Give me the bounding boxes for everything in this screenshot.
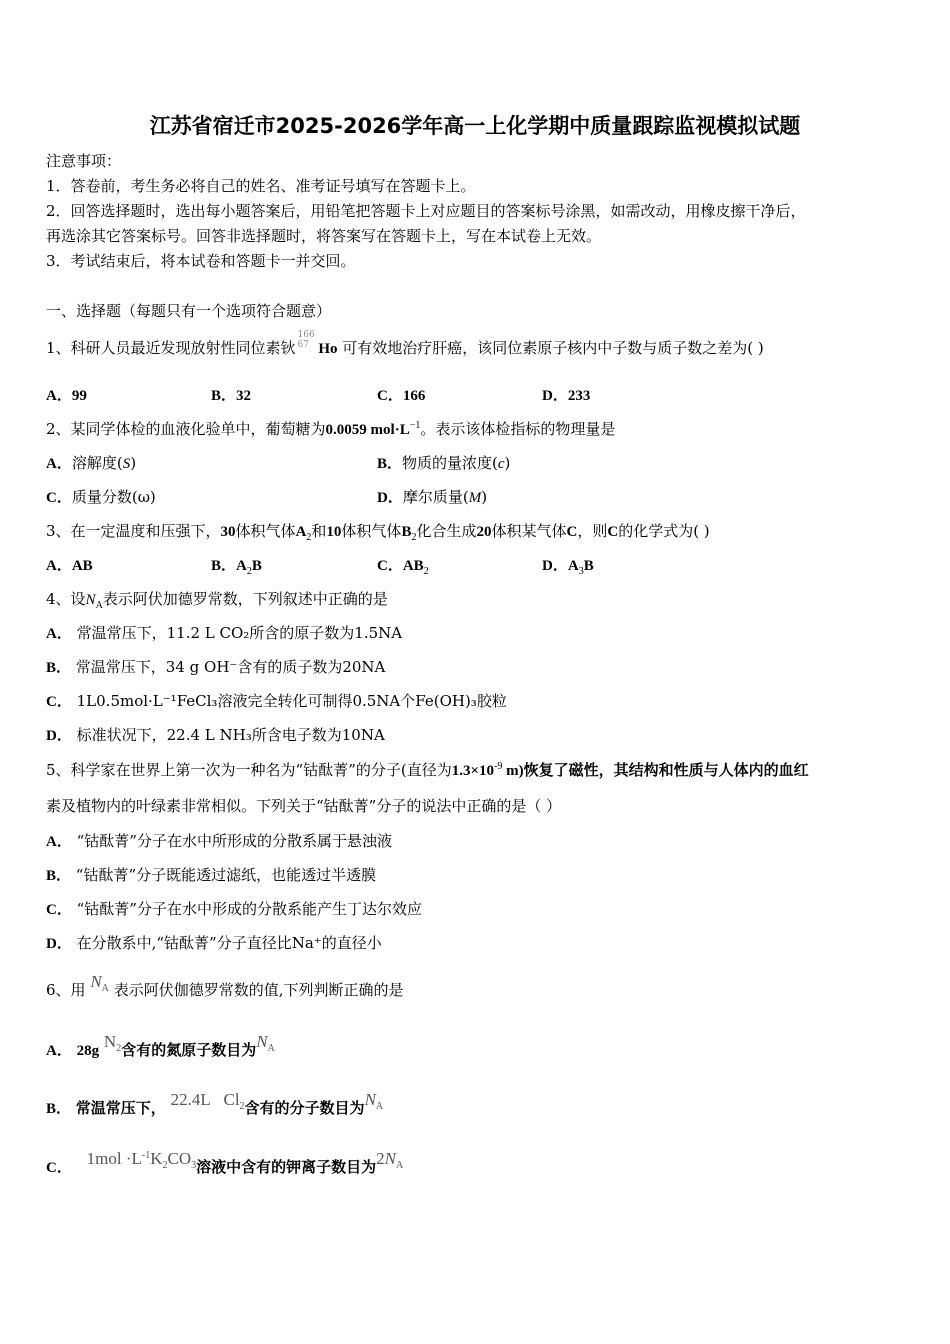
q4-option-d[interactable]: D． 标准状况下，22.4 L NH₃所含电子数为10NA bbox=[46, 726, 385, 744]
notice-item-2: 2．回答选择题时，选出每小题答案后，用铅笔把答题卡上对应题目的答案标号涂黑，如需改动，用橡皮擦干净后， bbox=[46, 202, 806, 220]
question-5: 5、科学家在世界上第一次为一种名为“钴酞菁”的分子(直径为$1.3\times 10^{-9}$ m)恢复了磁性，其结构和性质与人体内的血红 bbox=[46, 761, 809, 779]
q2-option-d[interactable]: D．摩尔质量(M) bbox=[377, 488, 488, 506]
question-2: 2、某同学体检的血液化验单中，葡萄糖为0.0059 $mol\cdot L^{-1}$。表示该体检指标的物理量是 bbox=[46, 420, 616, 438]
q1-option-d[interactable]: D．233 bbox=[542, 388, 591, 404]
q5-option-a[interactable]: A． “钴酞菁”分子在水中所形成的分散系属于悬浊液 bbox=[46, 832, 392, 850]
q1-suffix: 可有效地治疗肝癌，该同位素原子核内中子数与质子数之差为( ) bbox=[342, 339, 764, 357]
question-3: 3、在一定温度和压强下，30体积气体$A_2$和10体积气体$B_2$化合生成20体积某气体C，则C的化学式为( ) bbox=[46, 522, 710, 543]
q5-option-c[interactable]: C． “钴酞菁”分子在水中形成的分散系能产生丁达尔效应 bbox=[46, 900, 422, 918]
q1-option-a[interactable]: A．99 bbox=[46, 388, 87, 404]
na-symbol: $N_A$ bbox=[364, 1090, 384, 1112]
q4-option-b[interactable]: B． 常温常压下，34 g OH⁻含有的质子数为20NA bbox=[46, 658, 386, 676]
q3-option-d[interactable]: D．$A_3B$ bbox=[542, 558, 594, 577]
q6-option-b[interactable]: B． 常温常压下， 22.4L $Cl_2$含有的分子数目为$N_A$ bbox=[46, 1090, 384, 1117]
section-heading: 一、选择题（每题只有一个选项符合题意） bbox=[46, 302, 332, 320]
question-5-cont: 素及植物内的叶绿素非常相似。下列关于“钴酞菁”分子的说法中正确的是（ ） bbox=[46, 797, 562, 815]
q5-option-d[interactable]: D． 在分散系中,“钴酞菁”分子直径比Na⁺的直径小 bbox=[46, 934, 382, 952]
two-na-symbol: $2N_A$ bbox=[376, 1149, 404, 1171]
q1-option-b[interactable]: B．32 bbox=[211, 388, 252, 404]
atomic-number: 67 bbox=[297, 340, 309, 350]
question-6: 6、用 $N_A$ 表示阿伏伽德罗常数的值,下列判断正确的是 bbox=[46, 972, 404, 999]
formula-cl2: 22.4L $Cl_2$ bbox=[170, 1090, 245, 1112]
isotope-notation bbox=[296, 330, 315, 359]
mass-number: 166 bbox=[297, 330, 315, 340]
q3-option-b[interactable]: B．$A_2B$ bbox=[211, 558, 262, 577]
na-symbol: $N_A$ bbox=[90, 972, 109, 994]
q6-option-a[interactable]: A． 28g $N_2$含有的氮原子数目为$N_A$ bbox=[46, 1032, 275, 1059]
notice-item-1: 1．答卷前，考生务必将自己的姓名、准考证号填写在答题卡上。 bbox=[46, 177, 476, 195]
notice-item-2-cont: 再选涂其它答案标号。回答非选择题时，将答案写在答题卡上，写在本试卷上无效。 bbox=[46, 227, 602, 245]
q3-option-a[interactable]: A．AB bbox=[46, 558, 93, 574]
q4-option-a[interactable]: A． 常温常压下，11.2 L CO₂所含的原子数为1.5NA bbox=[46, 624, 403, 642]
formula-k2co3: $1mol \cdot L^{-1}K_2CO_3$ bbox=[86, 1149, 197, 1171]
notice-heading: 注意事项： bbox=[46, 152, 122, 170]
q1-prefix: 1、科研人员最近发现放射性同位素钬 bbox=[46, 339, 296, 357]
page-title: 江苏省宿迁市2025-2026学年高一上化学期中质量跟踪监视模拟试题 bbox=[149, 114, 801, 138]
q4-option-c[interactable]: C． 1L0.5mol·L⁻¹FeCl₃溶液完全转化可制得0.5NA个Fe(OH)₃胶粒 bbox=[46, 692, 507, 710]
question-1 bbox=[46, 330, 764, 359]
q2-option-a[interactable]: A．溶解度(S) bbox=[46, 454, 137, 472]
question-4: 4、设$N_A$表示阿伏加德罗常数，下列叙述中正确的是 bbox=[46, 590, 388, 611]
q6-option-c[interactable]: C． $1mol \cdot L^{-1}K_2CO_3$溶液中含有的钾离子数目为$2N_A$ bbox=[46, 1149, 404, 1176]
q1-option-c[interactable]: C．166 bbox=[377, 388, 426, 404]
element-symbol: Ho bbox=[318, 341, 338, 357]
formula-n2: $N_2$ bbox=[103, 1032, 122, 1054]
q3-option-c[interactable]: C．$AB_2$ bbox=[377, 558, 429, 577]
q5-option-b[interactable]: B． “钴酞菁”分子既能透过滤纸，也能透过半透膜 bbox=[46, 866, 377, 884]
notice-item-3: 3．考试结束后，将本试卷和答题卡一并交回。 bbox=[46, 252, 356, 270]
q2-option-c[interactable]: C．质量分数(ω) bbox=[46, 488, 156, 506]
na-symbol: $N_A$ bbox=[256, 1032, 275, 1054]
q2-option-b[interactable]: B．物质的量浓度(c) bbox=[377, 454, 511, 472]
